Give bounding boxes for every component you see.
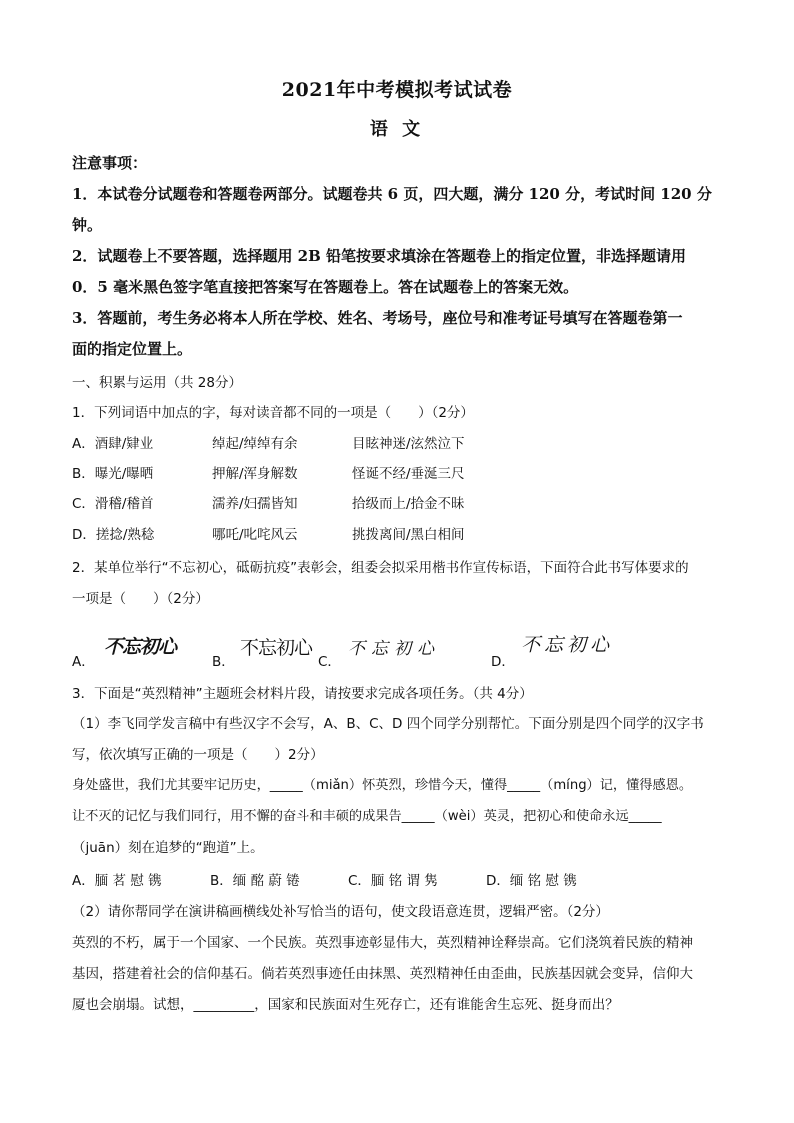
option-pair-b: 绰起/绰绰有余 (212, 436, 298, 452)
option-pair-b: 押解/浑身解数 (212, 466, 298, 482)
question-3-sub-1-line-2: 写，依次填写正确的一项是（ ）2分） (72, 747, 324, 763)
passage-line-3: （juān）刻在追梦的“跑道”上。 (72, 840, 264, 856)
option-pair-b: 哪吒/叱咤风云 (212, 527, 298, 543)
notice-item-3-line-2: 面的指定位置上。 (72, 340, 193, 358)
option-pair-b: 濡养/妇孺皆知 (212, 496, 298, 512)
subject-title: 语 文 (369, 119, 425, 140)
question-3-stem: 3．下面是“英烈精神”主题班会材料片段，请按要求完成各项任务。（共 4分） (72, 686, 533, 702)
passage-line-1: 身处盛世，我们尤其要牢记历史，_____（miǎn）怀英烈，珍惜今天，懂得_____（míng）记，懂得感恩。 (72, 778, 693, 793)
notice-item-1-line-2: 钟。 (72, 216, 103, 234)
sub-2-passage-line-1: 英烈的不朽，属于一个国家、一个民族。英烈事迹彰显伟大，英烈精神诠释崇高。它们浇筑着民族的精神 (72, 935, 693, 951)
question-3-sub-1-line-1: （1）李飞同学发言稿中有些汉字不会写，A、B、C、D 四个同学分别帮忙。下面分别是四个同学的汉字书 (72, 716, 704, 732)
option-label: B．曝光/曝晒 (72, 466, 154, 482)
exam-title: 2021年中考模拟考试试卷 (281, 79, 513, 101)
question-2-option-c-label: C． (318, 654, 341, 670)
option-a: A．腼 茗 慰 镌 (72, 873, 162, 889)
sub-2-passage-line-2: 基因，搭建着社会的信仰基石。倘若英烈事迹任由抹黑、英烈精神任由歪曲，民族基因就会变异，信仰大 (72, 966, 693, 982)
question-3-sub-2-stem: （2）请你帮同学在演讲稿画横线处补写恰当的语句，使文段语意连贯，逻辑严密。（2分） (72, 904, 609, 920)
option-label: C．滑稽/稽首 (72, 496, 154, 512)
option-pair-c: 拾级而上/拾金不昧 (352, 496, 465, 512)
option-label: D．搓捻/熟稔 (72, 527, 155, 543)
question-2-option-d-label: D． (491, 654, 515, 670)
option-c: C．腼 铭 谓 隽 (348, 873, 438, 889)
section-1-heading: 一、积累与运用（共 28分） (72, 375, 242, 391)
notice-item-2-line-1: 2．试题卷上不要答题，选择题用 2B 铅笔按要求填涂在答题卷上的指定位置，非选择题请用 (72, 247, 687, 265)
notice-heading: 注意事项： (72, 154, 148, 172)
option-pair-c: 挑拨离间/黑白相间 (352, 527, 465, 543)
option-b: B．缅 酩 蔚 锩 (210, 873, 300, 889)
question-1-stem: 1．下列词语中加点的字，每对读音都不同的一项是（ ）（2分） (72, 405, 474, 421)
option-d: D．缅 铭 慰 镌 (486, 873, 577, 889)
option-pair-c: 怪诞不经/垂涎三尺 (352, 466, 465, 482)
passage-line-2: 让不灭的记忆与我们同行，用不懈的奋斗和丰硕的成果告_____（wèi）英灵，把初心和使命永远_____ (72, 809, 662, 824)
notice-item-2-line-2: 0．5 毫米黑色签字笔直接把答案写在答题卷上。答在试题卷上的答案无效。 (72, 278, 579, 296)
sub-2-passage-line-3: 厦也会崩塌。试想，_________，国家和民族面对生死存亡，还有谁能舍生忘死、挺身而出？ (72, 997, 619, 1013)
calligraphy-seal-d: 不忘初心 (521, 634, 614, 656)
calligraphy-running-c: 不忘初心 (348, 639, 440, 659)
question-2-stem-line-1: 2．某单位举行“不忘初心，砥砺抗疫”表彰会，组委会拟采用楷书作宣传标语，下面符合此书写体要求的 (72, 560, 689, 576)
question-2-stem-line-2: 一项是（ ）（2分） (72, 591, 209, 607)
question-2-option-b-label: B． (212, 654, 235, 670)
question-2-option-a-label: A． (72, 654, 95, 670)
calligraphy-regular-b: 不忘初心 (240, 637, 313, 659)
notice-item-3-line-1: 3．答题前，考生务必将本人所在学校、姓名、考场号，座位号和准考证号填写在答题卷第一 (72, 309, 683, 327)
notice-item-1-line-1: 1．本试卷分试题卷和答题卷两部分。试题卷共 6 页，四大题，满分 120 分，考试时间 120 分 (72, 185, 712, 203)
calligraphy-cursive-a: 不忘初心 (104, 636, 177, 658)
option-label: A．酒肆/肄业 (72, 436, 154, 452)
option-pair-c: 目眩神迷/泫然泣下 (352, 436, 465, 452)
